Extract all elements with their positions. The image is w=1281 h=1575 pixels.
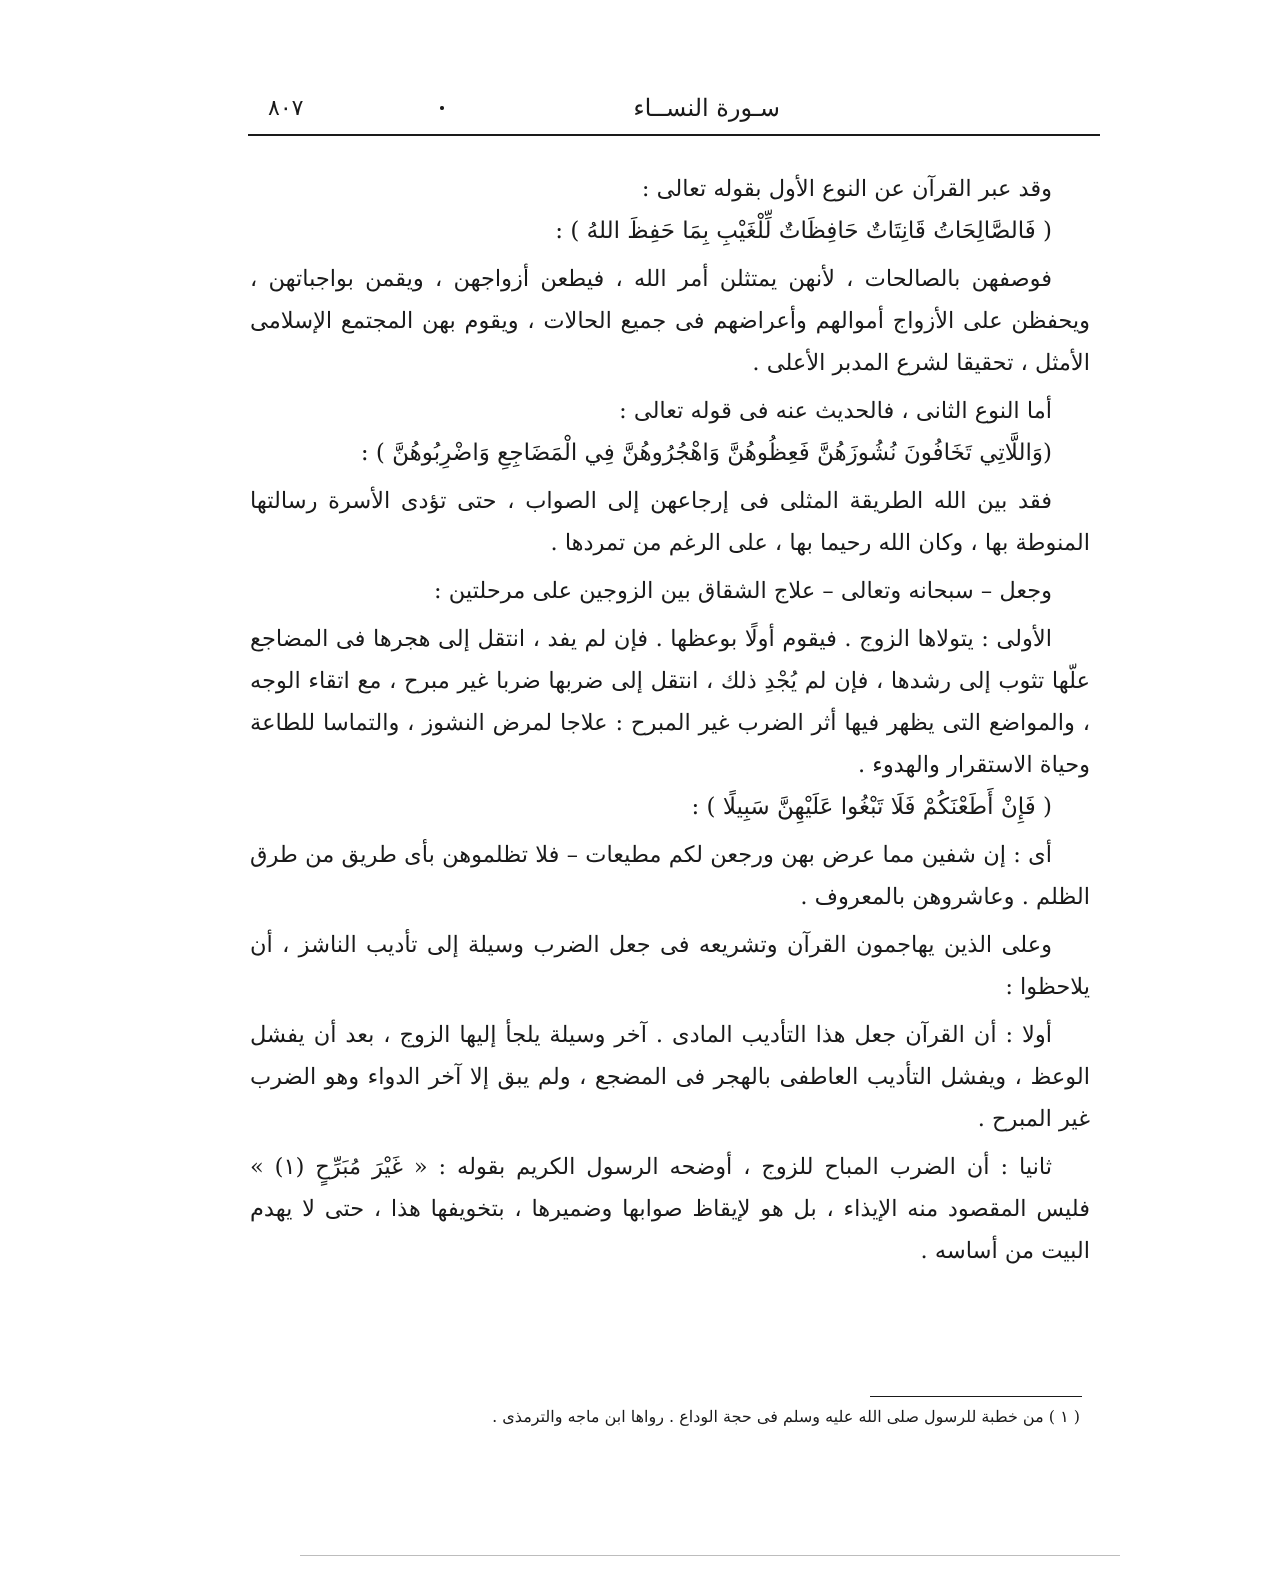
paragraph: وعلى الذين يهاجمون القرآن وتشريعه فى جعل الضرب وسيلة إلى تأديب الناشز ، أن يلاحظوا : (250, 932, 1090, 1000)
quran-verse: ( فَإِنْ أَطَعْنَكُمْ فَلَا تَبْغُوا عَلَيْهِنَّ سَبِيلًا ) : (691, 794, 1052, 820)
footnote: ( ١ ) من خطبة للرسول صلى الله عليه وسلم فى حجة الوداع . رواها ابن ماجه والترمذى . (492, 1407, 1080, 1426)
paragraph: وقد عبر القرآن عن النوع الأول بقوله تعالى : (641, 176, 1052, 202)
chapter-title: سـورة النســاء (633, 94, 780, 122)
page-number: ٨٠٧ (268, 96, 304, 121)
paragraph: فقد بين الله الطريقة المثلى فى إرجاعهن إلى الصواب ، حتى تؤدى الأسرة رسالتها المنوطة بها ، وكان الله رحيما بها ، على الرغم من تمردها . (250, 488, 1090, 556)
page-header (248, 88, 1100, 132)
paragraph: الأولى : يتولاها الزوج . فيقوم أولًا بوعظها . فإن لم يفد ، انتقل إلى هجرها فى المضاجع علّها تثوب إلى رشدها ، فإن لم يُجْدِ ذلك ، انتقل إلى ضربها ضربا غير مبرح ، مع اتقاء الوجه ، والمواضع التى يظهر فيها أثر الضرب غير المبرح : علاجا لمرض النشوز ، والتماسا للطاعة وحياة الاستقرار والهدوء . (250, 626, 1090, 778)
paragraph: فوصفهن بالصالحات ، لأنهن يمتثلن أمر الله ، فيطعن أزواجهن ، ويقمن بواجباتهن ، ويحفظن على الأزواج أموالهم وأعراضهم فى جميع الحالات ، ويقوم بهن المجتمع الإسلامى الأمثل ، تحقيقا لشرع المدبر الأعلى . (250, 266, 1090, 376)
paragraph: أولا : أن القرآن جعل هذا التأديب المادى . آخر وسيلة يلجأ إليها الزوج ، بعد أن يفشل الوعظ ، ويفشل التأديب العاطفى بالهجر فى المضجع ، ولم يبق إلا آخر الدواء وهو الضرب غير المبرح . (250, 1022, 1090, 1132)
paragraph: ثانيا : أن الضرب المباح للزوج ، أوضحه الرسول الكريم بقوله : « غَيْرَ مُبَرِّحٍ (١) » فليس المقصود منه الإيذاء ، بل هو لإيقاظ صوابها وضميرها ، بتخويفها هذا ، حتى لا يهدم البيت من أساسه . (250, 1154, 1090, 1264)
header-dot (440, 106, 444, 110)
page-body (250, 168, 1090, 1272)
paragraph: أما النوع الثانى ، فالحديث عنه فى قوله تعالى : (619, 398, 1052, 424)
footnote-rule (870, 1396, 1082, 1397)
header-rule (248, 134, 1100, 136)
quran-verse: ( فَالصَّالِحَاتُ قَانِتَاتٌ حَافِظَاتٌ لِّلْغَيْبِ بِمَا حَفِظَ اللهُ ) : (555, 218, 1052, 244)
page-bottom-rule (300, 1555, 1120, 1556)
paragraph: أى : إن شفين مما عرض بهن ورجعن لكم مطيعات – فلا تظلموهن بأى طريق من طرق الظلم . وعاشروهن بالمعروف . (250, 842, 1090, 910)
paragraph: وجعل – سبحانه وتعالى – علاج الشقاق بين الزوجين على مرحلتين : (433, 578, 1052, 604)
quran-verse: (وَاللَّاتِي تَخَافُونَ نُشُوزَهُنَّ فَعِظُوهُنَّ وَاهْجُرُوهُنَّ فِي الْمَضَاجِعِ وَاضْرِبُوهُنَّ ) : (360, 440, 1052, 466)
